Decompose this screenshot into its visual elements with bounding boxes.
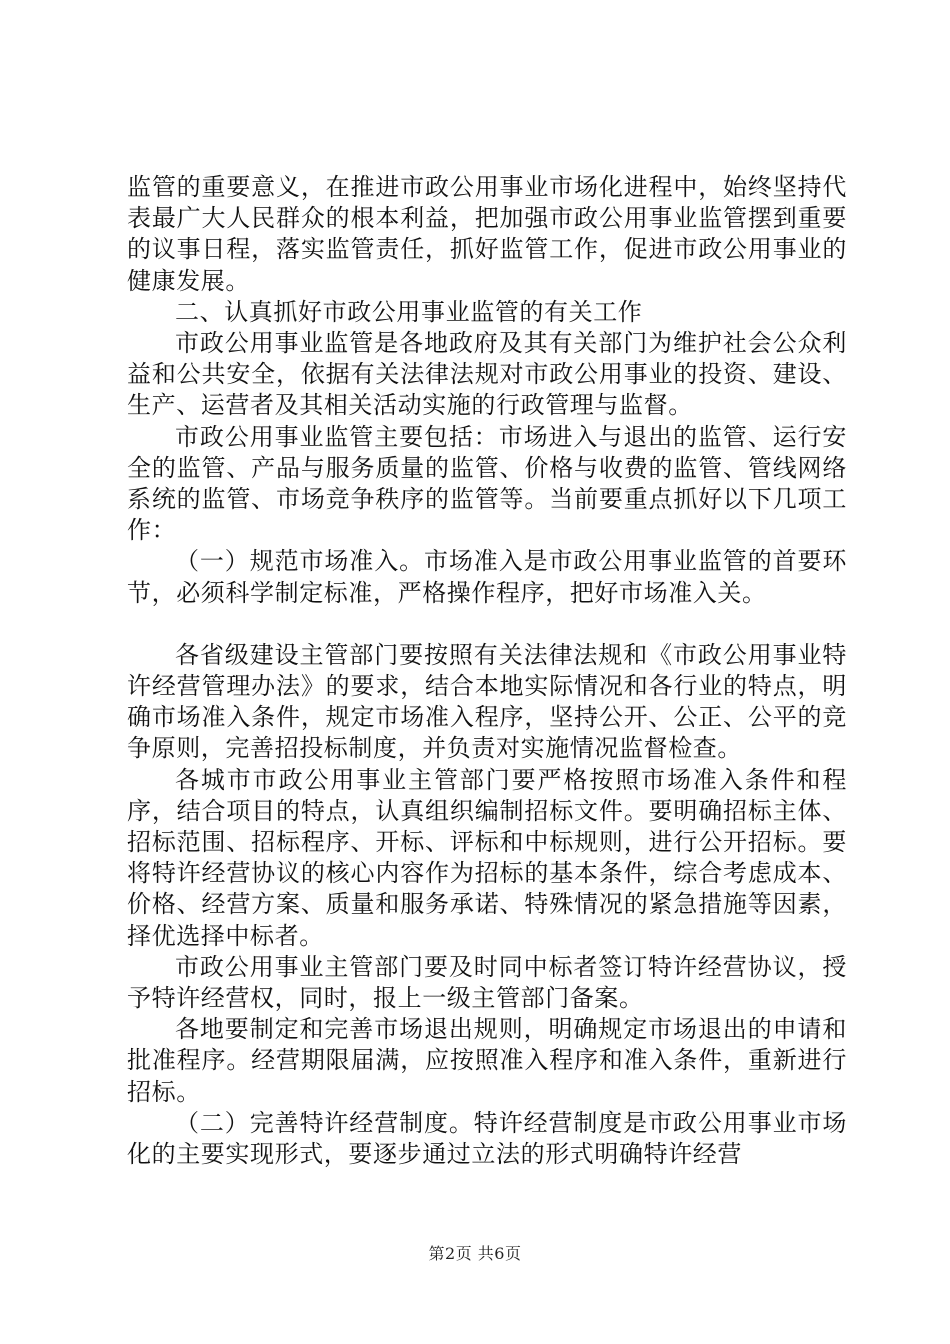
section-heading: 二、认真抓好市政公用事业监管的有关工作	[175, 297, 643, 326]
paragraph: 各城市市政公用事业主管部门要严格按照市场准入条件和程序，结合项目的特点，认真组织编制招标文件。要明确招标主体、招标范围、招标程序、开标、评标和中标规则，进行公开招标。要将特许经营协议的核心内容作为招标的基本条件，综合考虑成本、价格、经营方案、质量和服务承诺、特殊情况的紧急措施等因素，择优选择中标者。	[127, 765, 847, 950]
paragraph-continuation: 监管的重要意义，在推进市政公用事业市场化进程中，始终坚持代表最广大人民群众的根本利益，把加强市政公用事业监管摆到重要的议事日程，落实监管责任，抓好监管工作，促进市政公用事业的健康发展。	[127, 173, 847, 295]
subsection-paragraph: （二）完善特许经营制度。特许经营制度是市政公用事业市场化的主要实现形式，要逐步通过立法的形式明确特许经营	[127, 1108, 847, 1169]
paragraph: 各地要制定和完善市场退出规则，明确规定市场退出的申请和批准程序。经营期限届满，应按照准入程序和准入条件，重新进行招标。	[127, 1015, 847, 1106]
paragraph: 各省级建设主管部门要按照有关法律法规和《市政公用事业特许经营管理办法》的要求，结合本地实际情况和各行业的特点，明确市场准入条件，规定市场准入程序，坚持公开、公正、公平的竞争原则，完善招投标制度，并负责对实施情况监督检查。	[127, 640, 847, 763]
paragraph: 市政公用事业监管主要包括：市场进入与退出的监管、运行安全的监管、产品与服务质量的监管、价格与收费的监管、管线网络系统的监管、市场竞争秩序的监管等。当前要重点抓好以下几项工作：	[127, 422, 847, 545]
document-body	[127, 172, 847, 1170]
paragraph: 市政公用事业主管部门要及时同中标者签订特许经营协议，授予特许经营权，同时，报上一级主管部门备案。	[127, 952, 847, 1013]
paragraph: 市政公用事业监管是各地政府及其有关部门为维护社会公众利益和公共安全，依据有关法律法规对市政公用事业的投资、建设、生产、运营者及其相关活动实施的行政管理与监督。	[127, 329, 847, 420]
page-footer: 第2页 共6页	[428, 1244, 522, 1263]
subsection-paragraph: （一）规范市场准入。市场准入是市政公用事业监管的首要环节，必须科学制定标准，严格操作程序，把好市场准入关。	[127, 547, 847, 607]
